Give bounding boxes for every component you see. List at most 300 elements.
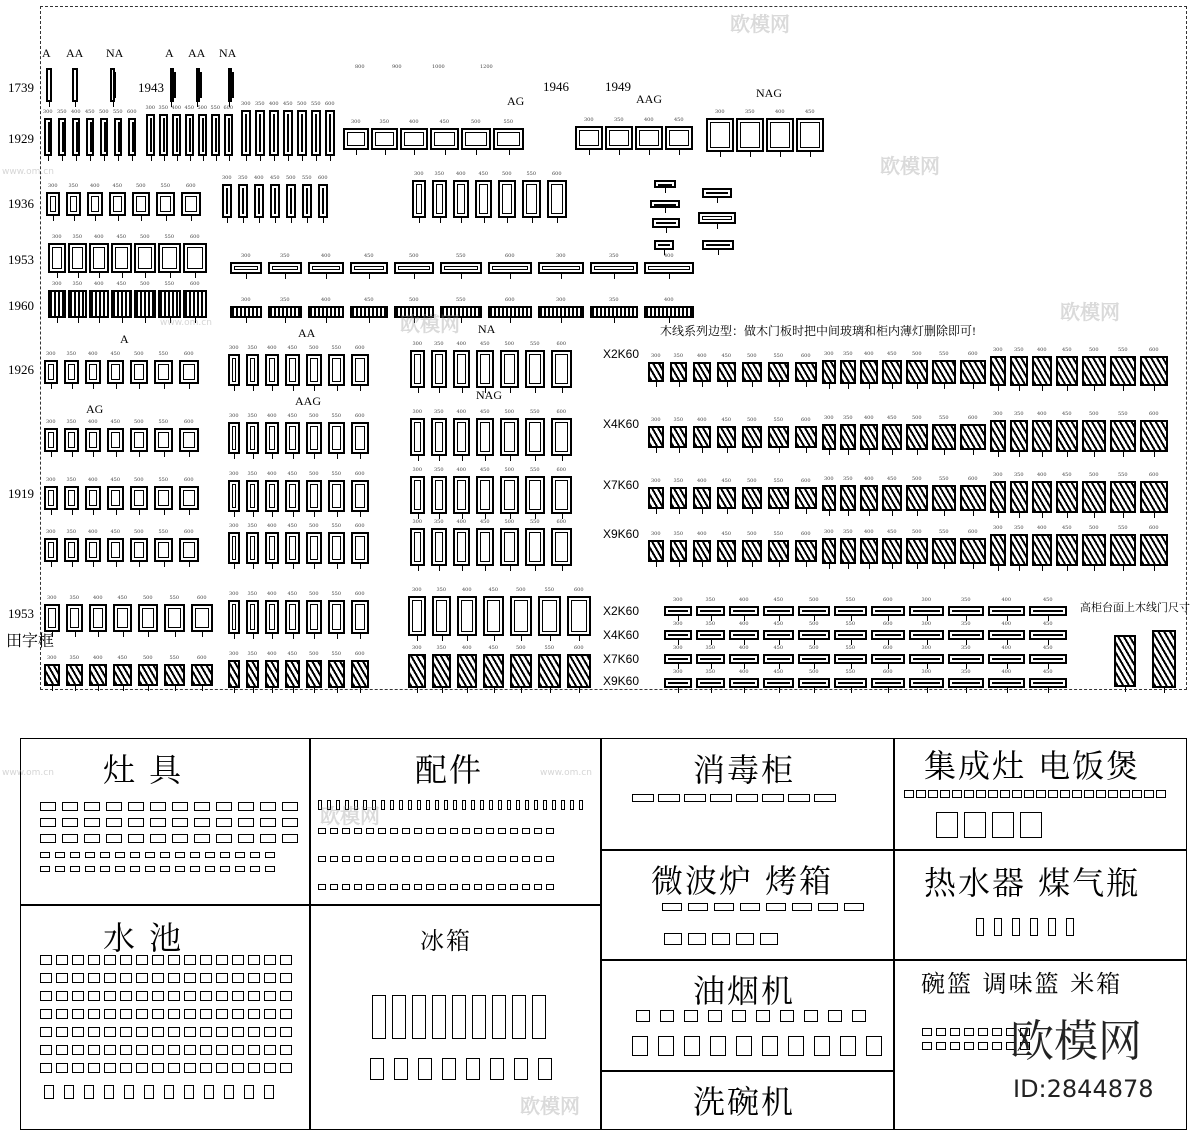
door-elevation bbox=[798, 630, 830, 640]
door-elevation bbox=[228, 660, 240, 688]
door-handle-mark bbox=[869, 564, 870, 569]
door-handle-mark bbox=[360, 386, 361, 391]
door-elevation bbox=[648, 362, 664, 382]
door-elevation bbox=[285, 660, 300, 688]
door-elevation bbox=[822, 424, 836, 450]
door-elevation bbox=[328, 480, 345, 512]
door-elevation bbox=[1114, 635, 1136, 687]
xk-label-x9k60: X9K60 bbox=[603, 527, 640, 541]
dim-label: 400 bbox=[697, 478, 707, 484]
dim-label: 550 bbox=[773, 531, 784, 537]
door-elevation bbox=[960, 424, 986, 450]
door-handle-mark bbox=[314, 634, 315, 639]
dim-label: 500 bbox=[309, 345, 319, 351]
door-handle-mark bbox=[99, 318, 100, 323]
door-elevation bbox=[538, 596, 561, 636]
door-handle-mark bbox=[476, 150, 477, 155]
dim-label: 450 bbox=[364, 297, 374, 303]
door-elevation bbox=[1010, 534, 1028, 566]
door-elevation bbox=[960, 485, 986, 511]
door-handle-mark bbox=[75, 686, 76, 691]
door-handle-mark bbox=[727, 562, 728, 567]
door-handle-mark bbox=[702, 382, 703, 387]
door-handle-mark bbox=[93, 384, 94, 389]
dim-label: 400 bbox=[267, 651, 277, 657]
dim-label: 450 bbox=[283, 101, 293, 107]
door-handle-mark bbox=[314, 386, 315, 391]
door-handle-mark bbox=[337, 386, 338, 391]
door-elevation bbox=[696, 630, 725, 640]
door-handle-mark bbox=[195, 273, 196, 278]
door-handle-mark bbox=[1067, 386, 1068, 391]
door-handle-mark bbox=[1154, 513, 1155, 518]
dim-label: 350 bbox=[843, 351, 853, 357]
tag-aa-2: AA bbox=[188, 46, 206, 60]
door-handle-mark bbox=[562, 388, 563, 393]
door-elevation bbox=[768, 540, 789, 562]
dim-label: 550 bbox=[113, 109, 123, 115]
dim-label: 500 bbox=[309, 591, 319, 597]
door-handle-mark bbox=[467, 636, 468, 641]
dim-label: 550 bbox=[311, 101, 321, 107]
door-handle-mark bbox=[234, 564, 235, 569]
door-handle-mark bbox=[132, 156, 133, 161]
door-handle-mark bbox=[227, 218, 228, 223]
dim-label: 400 bbox=[321, 253, 331, 259]
dim-label: 600 bbox=[1149, 525, 1159, 531]
dim-label: 350 bbox=[379, 119, 390, 125]
door-elevation bbox=[664, 654, 692, 664]
dim-label: 300 bbox=[412, 467, 423, 473]
dim-label: 400 bbox=[456, 519, 467, 525]
row-label-1953b: 1953 bbox=[8, 606, 34, 621]
dim-label: 500 bbox=[99, 109, 109, 115]
dim-label: 300 bbox=[229, 651, 239, 657]
dim-label: 350 bbox=[843, 415, 853, 421]
door-handle-mark bbox=[461, 318, 462, 323]
door-handle-mark bbox=[314, 512, 315, 517]
door-handle-mark bbox=[164, 510, 165, 515]
dim-label: 350 bbox=[745, 109, 755, 115]
door-elevation bbox=[1032, 420, 1052, 452]
door-elevation bbox=[154, 360, 173, 384]
door-elevation bbox=[551, 350, 572, 388]
door-elevation bbox=[64, 486, 79, 510]
door-handle-mark bbox=[665, 208, 666, 213]
door-elevation bbox=[717, 540, 736, 562]
door-elevation bbox=[575, 126, 603, 150]
door-elevation bbox=[430, 128, 459, 150]
door-handle-mark bbox=[139, 562, 140, 567]
xk-label-x9k60-b: X9K60 bbox=[603, 674, 640, 688]
brand-logo-text: 欧模网 bbox=[1010, 1016, 1142, 1067]
door-handle-mark bbox=[656, 382, 657, 387]
door-handle-mark bbox=[1042, 452, 1043, 457]
door-handle-mark bbox=[139, 452, 140, 457]
door-elevation bbox=[246, 600, 259, 634]
door-elevation bbox=[538, 654, 561, 688]
door-elevation bbox=[64, 538, 79, 562]
door-handle-mark bbox=[253, 386, 254, 391]
door-elevation bbox=[1152, 630, 1176, 688]
door-handle-mark bbox=[123, 632, 124, 637]
door-elevation bbox=[1029, 678, 1067, 688]
door-elevation bbox=[154, 428, 173, 452]
door-elevation bbox=[822, 485, 836, 511]
door-elevation bbox=[768, 362, 789, 382]
door-handle-mark bbox=[272, 634, 273, 639]
dim-label: 450 bbox=[110, 419, 121, 425]
door-handle-mark bbox=[116, 384, 117, 389]
door-elevation bbox=[648, 540, 664, 562]
door-elevation bbox=[538, 306, 584, 318]
dim-label: 500 bbox=[809, 645, 819, 651]
dim-label: 400 bbox=[409, 119, 419, 125]
door-handle-mark bbox=[806, 562, 807, 567]
cell-sterilizer bbox=[600, 738, 895, 851]
dim-label: 550 bbox=[526, 171, 537, 177]
door-handle-mark bbox=[579, 636, 580, 641]
dim-label: 350 bbox=[609, 297, 619, 303]
dim-label: 350 bbox=[673, 478, 684, 484]
door-elevation bbox=[796, 118, 824, 152]
dim-label: 350 bbox=[843, 476, 853, 482]
door-elevation bbox=[742, 362, 762, 382]
door-elevation bbox=[960, 538, 986, 564]
dim-label: 300 bbox=[412, 587, 422, 593]
door-handle-mark bbox=[307, 218, 308, 223]
door-handle-mark bbox=[521, 636, 522, 641]
tag-na-3: NA bbox=[478, 322, 496, 336]
dim-label: 450 bbox=[1043, 597, 1053, 603]
door-elevation bbox=[68, 243, 87, 273]
dim-label: 350 bbox=[705, 645, 716, 651]
door-handle-mark bbox=[75, 102, 76, 107]
dim-label: 350 bbox=[1014, 472, 1024, 478]
dim-label: 500 bbox=[1089, 525, 1099, 531]
dim-label: 600 bbox=[883, 669, 893, 675]
door-elevation bbox=[64, 428, 79, 452]
dim-label: 450 bbox=[805, 109, 815, 115]
dim-label: 300 bbox=[47, 655, 57, 661]
door-elevation bbox=[763, 678, 794, 688]
dim-label: 400 bbox=[1037, 411, 1047, 417]
dim-label: 550 bbox=[1118, 411, 1128, 417]
door-handle-mark bbox=[917, 450, 918, 455]
door-handle-mark bbox=[326, 274, 327, 279]
dim-label: 350 bbox=[69, 595, 80, 601]
dim-label: 400 bbox=[864, 351, 874, 357]
dim-label: 300 bbox=[673, 621, 683, 627]
door-handle-mark bbox=[966, 688, 967, 693]
door-elevation bbox=[483, 654, 504, 688]
door-elevation bbox=[350, 306, 388, 318]
door-elevation bbox=[551, 528, 572, 566]
door-elevation bbox=[990, 356, 1006, 386]
dim-label: 500 bbox=[309, 471, 319, 477]
watermark-brand: 欧模网 bbox=[520, 1094, 580, 1118]
door-elevation bbox=[493, 128, 524, 150]
dim-label: 350 bbox=[247, 471, 258, 477]
door-elevation bbox=[717, 362, 736, 382]
door-elevation bbox=[306, 354, 322, 386]
dim-label: 350 bbox=[1014, 411, 1024, 417]
dim-label: 350 bbox=[158, 105, 169, 111]
dim-label: 400 bbox=[456, 409, 467, 415]
door-elevation bbox=[860, 360, 878, 384]
door-elevation bbox=[648, 487, 664, 509]
dim-label: 500 bbox=[912, 415, 922, 421]
door-elevation bbox=[860, 485, 878, 511]
dim-label: 600 bbox=[801, 478, 811, 484]
category-title-water-heater: 热水器 煤气瓶 bbox=[924, 864, 1141, 902]
door-handle-mark bbox=[190, 156, 191, 161]
dim-label: 450 bbox=[488, 645, 499, 651]
door-handle-mark bbox=[99, 273, 100, 278]
frame-label: 田字框 bbox=[6, 633, 55, 650]
dim-label: 450 bbox=[721, 353, 732, 359]
door-handle-mark bbox=[888, 688, 889, 693]
door-elevation bbox=[698, 212, 736, 224]
door-elevation bbox=[179, 538, 199, 562]
dim-label: 400 bbox=[267, 591, 277, 597]
door-elevation bbox=[111, 290, 132, 318]
door-handle-mark bbox=[417, 636, 418, 641]
category-title-sink: 水 池 bbox=[103, 919, 184, 957]
dim-label: 450 bbox=[110, 477, 121, 483]
door-handle-mark bbox=[973, 564, 974, 569]
door-elevation bbox=[453, 528, 470, 566]
door-elevation bbox=[500, 528, 519, 566]
door-handle-mark bbox=[253, 454, 254, 459]
door-handle-mark bbox=[535, 456, 536, 461]
door-handle-mark bbox=[74, 216, 75, 221]
dim-label: 600 bbox=[355, 523, 365, 529]
door-elevation bbox=[1110, 534, 1136, 566]
door-handle-mark bbox=[93, 510, 94, 515]
door-handle-mark bbox=[93, 562, 94, 567]
door-elevation bbox=[89, 290, 109, 318]
dim-label: 500 bbox=[502, 171, 512, 177]
door-elevation bbox=[371, 128, 398, 150]
dim-label: 350 bbox=[66, 419, 77, 425]
door-elevation bbox=[268, 306, 302, 318]
door-handle-mark bbox=[439, 388, 440, 393]
door-elevation bbox=[476, 528, 494, 566]
door-elevation bbox=[990, 481, 1006, 513]
door-elevation bbox=[590, 262, 638, 274]
door-elevation bbox=[228, 532, 240, 564]
door-handle-mark bbox=[418, 566, 419, 571]
dim-label: 300 bbox=[222, 175, 232, 181]
dim-label: 500 bbox=[747, 417, 757, 423]
door-handle-mark bbox=[510, 274, 511, 279]
dim-label: 350 bbox=[280, 253, 290, 259]
door-elevation bbox=[130, 360, 148, 384]
dim-label: 400 bbox=[1001, 645, 1012, 651]
door-handle-mark bbox=[1067, 452, 1068, 457]
dim-label: 300 bbox=[414, 171, 424, 177]
door-handle-mark bbox=[385, 150, 386, 155]
door-handle-mark bbox=[314, 564, 315, 569]
door-handle-mark bbox=[944, 450, 945, 455]
dim-label: 400 bbox=[171, 105, 182, 111]
dim-label: 500 bbox=[409, 297, 419, 303]
door-handle-mark bbox=[717, 224, 718, 229]
door-handle-mark bbox=[166, 216, 167, 221]
tag-a-2: A bbox=[165, 46, 174, 60]
dim-label: 300 bbox=[412, 519, 423, 525]
dim-label: 500 bbox=[309, 651, 319, 657]
category-title-range-hood: 油烟机 bbox=[693, 972, 796, 1010]
dim-label: 300 bbox=[241, 101, 251, 107]
door-handle-mark bbox=[442, 636, 443, 641]
door-handle-mark bbox=[95, 216, 96, 221]
door-handle-mark bbox=[234, 512, 235, 517]
dim-label: 450 bbox=[478, 171, 489, 177]
dim-label: 550 bbox=[503, 119, 514, 125]
dim-label: 300 bbox=[921, 669, 932, 675]
dim-label: 600 bbox=[355, 591, 365, 597]
door-elevation bbox=[525, 476, 545, 514]
door-handle-mark bbox=[191, 216, 192, 221]
door-elevation bbox=[1029, 630, 1067, 640]
door-elevation bbox=[1082, 534, 1106, 566]
dim-label: 600 bbox=[184, 351, 194, 357]
dim-label: 400 bbox=[456, 467, 467, 473]
door-elevation bbox=[1110, 420, 1136, 452]
door-handle-mark bbox=[461, 218, 462, 223]
door-handle-mark bbox=[293, 564, 294, 569]
dim-label: 500 bbox=[912, 529, 922, 535]
dim-label: 400 bbox=[864, 529, 874, 535]
dim-label: 400 bbox=[664, 253, 674, 259]
door-elevation bbox=[1140, 481, 1168, 513]
dim-label: 300 bbox=[412, 409, 423, 415]
door-handle-mark bbox=[293, 634, 294, 639]
door-handle-mark bbox=[892, 384, 893, 389]
door-handle-mark bbox=[510, 388, 511, 393]
door-handle-mark bbox=[678, 688, 679, 693]
door-elevation bbox=[211, 114, 220, 156]
door-handle-mark bbox=[51, 510, 52, 515]
door-elevation bbox=[670, 362, 687, 382]
door-elevation bbox=[246, 660, 259, 688]
door-elevation bbox=[696, 678, 725, 688]
row-label-1946: 1946 bbox=[543, 79, 569, 94]
dim-label: 300 bbox=[145, 105, 156, 111]
door-handle-mark bbox=[326, 318, 327, 323]
dim-label: 550 bbox=[210, 105, 221, 111]
door-handle-mark bbox=[521, 688, 522, 693]
door-elevation bbox=[269, 110, 279, 156]
cell-water-heater bbox=[893, 849, 1187, 961]
door-elevation bbox=[932, 538, 956, 564]
dim-label: 450 bbox=[1062, 472, 1072, 478]
door-handle-mark bbox=[1154, 452, 1155, 457]
door-elevation bbox=[871, 678, 905, 688]
door-handle-mark bbox=[1019, 386, 1020, 391]
dim-label: 600 bbox=[883, 645, 893, 651]
dim-label: 400 bbox=[267, 345, 277, 351]
dim-label: 450 bbox=[480, 467, 490, 473]
door-elevation bbox=[871, 630, 905, 640]
door-handle-mark bbox=[145, 318, 146, 323]
dim-label: 400 bbox=[739, 669, 749, 675]
tag-aa-3: AA bbox=[298, 326, 316, 340]
door-handle-mark bbox=[141, 216, 142, 221]
door-handle-mark bbox=[1019, 452, 1020, 457]
door-elevation bbox=[500, 476, 519, 514]
dim-label: 500 bbox=[309, 523, 319, 529]
dim-label: 400 bbox=[269, 101, 279, 107]
door-elevation bbox=[128, 118, 136, 156]
door-elevation bbox=[696, 654, 725, 664]
door-elevation bbox=[1010, 420, 1028, 452]
door-handle-mark bbox=[892, 564, 893, 569]
dim-label: 500 bbox=[516, 645, 526, 651]
dim-label: 500 bbox=[309, 413, 319, 419]
door-handle-mark bbox=[702, 509, 703, 514]
door-elevation bbox=[1010, 481, 1028, 513]
door-elevation bbox=[906, 538, 928, 564]
door-elevation bbox=[702, 240, 734, 250]
door-elevation bbox=[766, 118, 794, 152]
dim-label: 550 bbox=[544, 645, 555, 651]
door-handle-mark bbox=[461, 274, 462, 279]
door-handle-mark bbox=[337, 512, 338, 517]
door-handle-mark bbox=[189, 562, 190, 567]
dim-label: 600 bbox=[552, 171, 562, 177]
door-handle-mark bbox=[360, 454, 361, 459]
door-handle-mark bbox=[1048, 688, 1049, 693]
door-handle-mark bbox=[829, 450, 830, 455]
door-handle-mark bbox=[337, 564, 338, 569]
door-elevation bbox=[635, 126, 663, 150]
door-handle-mark bbox=[122, 318, 123, 323]
door-elevation bbox=[66, 604, 83, 632]
dim-label: 500 bbox=[134, 477, 144, 483]
door-elevation bbox=[246, 532, 259, 564]
door-handle-mark bbox=[973, 450, 974, 455]
door-elevation bbox=[605, 126, 633, 150]
door-elevation bbox=[44, 428, 58, 452]
dim-label: 400 bbox=[93, 595, 103, 601]
door-handle-mark bbox=[253, 634, 254, 639]
dim-label: 450 bbox=[287, 651, 298, 657]
dim-label: 600 bbox=[556, 467, 567, 473]
door-elevation bbox=[410, 350, 425, 388]
door-elevation bbox=[306, 600, 322, 634]
dim-label: 550 bbox=[773, 417, 784, 423]
door-elevation bbox=[328, 660, 345, 688]
door-handle-mark bbox=[189, 384, 190, 389]
door-handle-mark bbox=[649, 150, 650, 155]
dim-label: 550 bbox=[302, 175, 312, 181]
door-elevation bbox=[58, 118, 66, 156]
door-handle-mark bbox=[164, 452, 165, 457]
door-handle-mark bbox=[272, 564, 273, 569]
door-elevation bbox=[44, 664, 60, 686]
door-elevation bbox=[693, 487, 711, 509]
door-elevation bbox=[44, 118, 52, 156]
door-elevation bbox=[191, 604, 213, 632]
dim-label: 450 bbox=[287, 471, 298, 477]
door-elevation bbox=[834, 630, 867, 640]
door-elevation bbox=[328, 422, 345, 454]
watermark-brand: 欧模网 bbox=[730, 12, 790, 36]
door-handle-mark bbox=[419, 218, 420, 223]
